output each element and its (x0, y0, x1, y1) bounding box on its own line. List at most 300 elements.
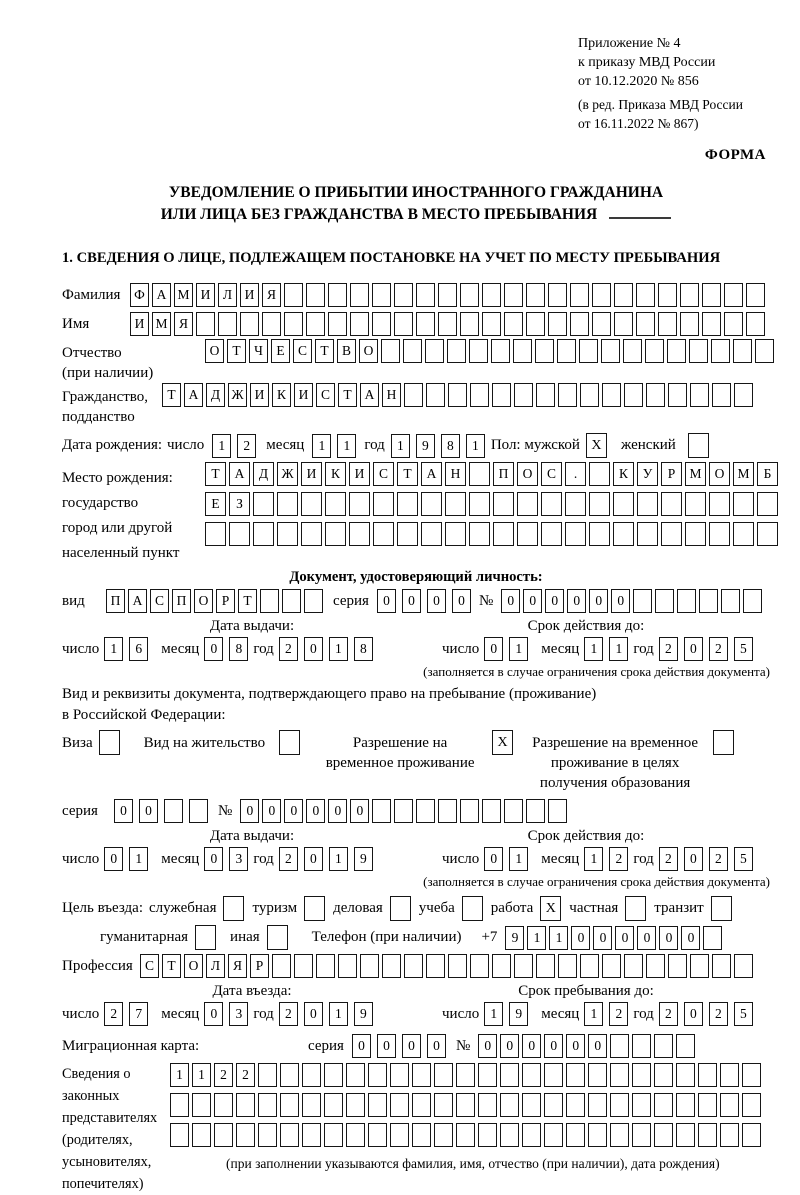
char-cell[interactable] (240, 312, 259, 336)
char-cell[interactable]: 9 (354, 847, 373, 871)
char-cell[interactable] (403, 339, 422, 363)
char-cell[interactable] (614, 283, 633, 307)
char-cell[interactable]: П (106, 589, 125, 613)
char-cell[interactable] (676, 1063, 695, 1087)
char-cell[interactable]: А (128, 589, 147, 613)
char-cell[interactable]: 1 (192, 1063, 211, 1087)
char-cell[interactable]: 2 (709, 1002, 728, 1026)
char-cell[interactable] (623, 339, 642, 363)
char-cell[interactable] (517, 492, 538, 516)
char-cell[interactable]: О (359, 339, 378, 363)
char-cell[interactable]: 2 (709, 637, 728, 661)
char-cell[interactable]: 0 (484, 637, 503, 661)
char-cell[interactable]: 0 (104, 847, 123, 871)
char-cell[interactable]: 1 (527, 926, 546, 950)
char-cell[interactable] (397, 492, 418, 516)
char-cell[interactable] (614, 312, 633, 336)
char-cell[interactable] (690, 383, 709, 407)
purpose-private-checkbox[interactable] (625, 896, 646, 921)
char-cell[interactable]: 0 (402, 589, 421, 613)
char-cell[interactable]: К (325, 462, 346, 486)
char-cell[interactable]: 0 (304, 1002, 323, 1026)
char-cell[interactable] (302, 1093, 321, 1117)
char-cell[interactable] (667, 339, 686, 363)
char-cell[interactable] (544, 1093, 563, 1117)
char-cell[interactable] (262, 312, 281, 336)
char-cell[interactable] (214, 1093, 233, 1117)
purpose-other-checkbox[interactable] (267, 925, 288, 950)
char-cell[interactable] (492, 383, 511, 407)
char-cell[interactable] (470, 954, 489, 978)
char-cell[interactable] (214, 1123, 233, 1147)
char-cell[interactable] (522, 1093, 541, 1117)
char-cell[interactable]: Р (216, 589, 235, 613)
char-cell[interactable] (680, 283, 699, 307)
char-cell[interactable]: В (337, 339, 356, 363)
char-cell[interactable]: Я (174, 312, 193, 336)
char-cell[interactable]: Т (315, 339, 334, 363)
char-cell[interactable]: К (272, 383, 291, 407)
char-cell[interactable]: 0 (377, 1034, 396, 1058)
char-cell[interactable] (397, 522, 418, 546)
char-cell[interactable] (579, 339, 598, 363)
char-cell[interactable]: 8 (229, 637, 248, 661)
char-cell[interactable] (711, 339, 730, 363)
char-cell[interactable] (610, 1123, 629, 1147)
char-cell[interactable] (280, 1093, 299, 1117)
char-cell[interactable]: М (152, 312, 171, 336)
char-cell[interactable] (654, 1063, 673, 1087)
char-cell[interactable] (469, 462, 490, 486)
char-cell[interactable] (277, 492, 298, 516)
char-cell[interactable]: 0 (523, 589, 542, 613)
char-cell[interactable]: 0 (350, 799, 369, 823)
char-cell[interactable] (541, 522, 562, 546)
sex-male-checkbox[interactable]: X (586, 433, 607, 458)
char-cell[interactable] (316, 954, 335, 978)
char-cell[interactable]: 1 (584, 637, 603, 661)
char-cell[interactable] (676, 1123, 695, 1147)
char-cell[interactable] (412, 1123, 431, 1147)
char-cell[interactable]: 0 (567, 589, 586, 613)
char-cell[interactable] (645, 339, 664, 363)
char-cell[interactable] (588, 1063, 607, 1087)
char-cell[interactable] (637, 492, 658, 516)
char-cell[interactable] (632, 1063, 651, 1087)
char-cell[interactable]: 0 (204, 847, 223, 871)
char-cell[interactable] (448, 954, 467, 978)
char-cell[interactable]: Л (218, 283, 237, 307)
char-cell[interactable] (557, 339, 576, 363)
char-cell[interactable] (721, 589, 740, 613)
char-cell[interactable] (610, 1093, 629, 1117)
char-cell[interactable] (655, 589, 674, 613)
char-cell[interactable]: О (184, 954, 203, 978)
char-cell[interactable]: Д (253, 462, 274, 486)
char-cell[interactable] (698, 1123, 717, 1147)
char-cell[interactable] (306, 283, 325, 307)
char-cell[interactable] (548, 312, 567, 336)
char-cell[interactable] (390, 1093, 409, 1117)
char-cell[interactable]: С (373, 462, 394, 486)
char-cell[interactable]: 2 (104, 1002, 123, 1026)
char-cell[interactable] (734, 383, 753, 407)
char-cell[interactable]: 1 (329, 1002, 348, 1026)
char-cell[interactable]: М (174, 283, 193, 307)
char-cell[interactable] (624, 383, 643, 407)
char-cell[interactable] (368, 1063, 387, 1087)
char-cell[interactable] (588, 1093, 607, 1117)
char-cell[interactable]: 2 (279, 847, 298, 871)
char-cell[interactable]: 1 (170, 1063, 189, 1087)
char-cell[interactable] (434, 1093, 453, 1117)
char-cell[interactable]: И (196, 283, 215, 307)
char-cell[interactable]: 0 (114, 799, 133, 823)
char-cell[interactable] (381, 339, 400, 363)
char-cell[interactable] (469, 492, 490, 516)
char-cell[interactable] (170, 1093, 189, 1117)
purpose-work-checkbox[interactable]: X (540, 896, 561, 921)
char-cell[interactable] (260, 589, 279, 613)
char-cell[interactable] (306, 312, 325, 336)
char-cell[interactable]: Р (250, 954, 269, 978)
char-cell[interactable] (565, 522, 586, 546)
char-cell[interactable] (425, 339, 444, 363)
char-cell[interactable] (654, 1123, 673, 1147)
char-cell[interactable] (601, 339, 620, 363)
char-cell[interactable] (685, 492, 706, 516)
char-cell[interactable] (733, 339, 752, 363)
char-cell[interactable]: М (685, 462, 706, 486)
char-cell[interactable] (565, 492, 586, 516)
char-cell[interactable] (478, 1063, 497, 1087)
char-cell[interactable]: 0 (684, 847, 703, 871)
char-cell[interactable]: А (229, 462, 250, 486)
char-cell[interactable]: 0 (240, 799, 259, 823)
temp-residence-checkbox[interactable]: X (492, 730, 513, 755)
char-cell[interactable] (636, 283, 655, 307)
char-cell[interactable] (368, 1093, 387, 1117)
edu-residence-checkbox[interactable] (713, 730, 734, 755)
char-cell[interactable]: О (517, 462, 538, 486)
char-cell[interactable] (470, 383, 489, 407)
char-cell[interactable] (624, 954, 643, 978)
char-cell[interactable]: И (240, 283, 259, 307)
char-cell[interactable]: 0 (593, 926, 612, 950)
char-cell[interactable] (324, 1093, 343, 1117)
char-cell[interactable]: 0 (427, 1034, 446, 1058)
char-cell[interactable] (588, 1123, 607, 1147)
char-cell[interactable] (460, 312, 479, 336)
char-cell[interactable] (192, 1093, 211, 1117)
char-cell[interactable]: 9 (416, 434, 435, 458)
char-cell[interactable] (284, 283, 303, 307)
char-cell[interactable]: 0 (566, 1034, 585, 1058)
char-cell[interactable] (712, 383, 731, 407)
char-cell[interactable]: 0 (588, 1034, 607, 1058)
char-cell[interactable]: 1 (609, 637, 628, 661)
char-cell[interactable]: Е (205, 492, 226, 516)
char-cell[interactable]: Ж (277, 462, 298, 486)
char-cell[interactable] (712, 954, 731, 978)
char-cell[interactable] (580, 383, 599, 407)
char-cell[interactable] (566, 1123, 585, 1147)
char-cell[interactable] (709, 492, 730, 516)
char-cell[interactable] (544, 1063, 563, 1087)
char-cell[interactable]: 1 (337, 434, 356, 458)
char-cell[interactable] (610, 1034, 629, 1058)
char-cell[interactable]: А (360, 383, 379, 407)
char-cell[interactable] (513, 339, 532, 363)
char-cell[interactable] (661, 522, 682, 546)
char-cell[interactable] (445, 492, 466, 516)
char-cell[interactable]: 2 (279, 1002, 298, 1026)
char-cell[interactable] (390, 1123, 409, 1147)
char-cell[interactable]: 0 (304, 847, 323, 871)
char-cell[interactable] (456, 1123, 475, 1147)
char-cell[interactable]: 0 (352, 1034, 371, 1058)
char-cell[interactable] (258, 1063, 277, 1087)
char-cell[interactable] (325, 492, 346, 516)
char-cell[interactable]: Ж (228, 383, 247, 407)
char-cell[interactable] (394, 283, 413, 307)
char-cell[interactable] (448, 383, 467, 407)
purpose-transit-checkbox[interactable] (711, 896, 732, 921)
char-cell[interactable] (646, 954, 665, 978)
char-cell[interactable] (709, 522, 730, 546)
char-cell[interactable]: Ч (249, 339, 268, 363)
char-cell[interactable] (328, 283, 347, 307)
char-cell[interactable] (438, 799, 457, 823)
char-cell[interactable]: 1 (312, 434, 331, 458)
char-cell[interactable]: Д (206, 383, 225, 407)
char-cell[interactable] (253, 522, 274, 546)
purpose-official-checkbox[interactable] (223, 896, 244, 921)
char-cell[interactable] (613, 522, 634, 546)
char-cell[interactable]: 0 (684, 1002, 703, 1026)
char-cell[interactable] (325, 522, 346, 546)
char-cell[interactable] (544, 1123, 563, 1147)
purpose-humanitarian-checkbox[interactable] (195, 925, 216, 950)
char-cell[interactable] (570, 312, 589, 336)
char-cell[interactable]: Б (757, 462, 778, 486)
char-cell[interactable]: 0 (204, 637, 223, 661)
char-cell[interactable] (493, 492, 514, 516)
char-cell[interactable] (676, 1093, 695, 1117)
char-cell[interactable]: Т (162, 954, 181, 978)
char-cell[interactable] (514, 954, 533, 978)
char-cell[interactable] (689, 339, 708, 363)
char-cell[interactable] (504, 312, 523, 336)
char-cell[interactable] (412, 1063, 431, 1087)
char-cell[interactable] (536, 954, 555, 978)
char-cell[interactable]: 0 (500, 1034, 519, 1058)
char-cell[interactable] (646, 383, 665, 407)
char-cell[interactable]: 2 (214, 1063, 233, 1087)
char-cell[interactable] (294, 954, 313, 978)
char-cell[interactable] (360, 954, 379, 978)
char-cell[interactable] (690, 954, 709, 978)
char-cell[interactable] (589, 462, 610, 486)
char-cell[interactable] (253, 492, 274, 516)
char-cell[interactable] (434, 1063, 453, 1087)
char-cell[interactable] (280, 1123, 299, 1147)
char-cell[interactable]: И (301, 462, 322, 486)
char-cell[interactable]: Т (238, 589, 257, 613)
char-cell[interactable] (580, 954, 599, 978)
char-cell[interactable] (636, 312, 655, 336)
char-cell[interactable]: 1 (509, 847, 528, 871)
char-cell[interactable] (482, 312, 501, 336)
char-cell[interactable] (733, 492, 754, 516)
char-cell[interactable]: 2 (659, 637, 678, 661)
char-cell[interactable] (272, 954, 291, 978)
char-cell[interactable] (189, 799, 208, 823)
char-cell[interactable] (373, 522, 394, 546)
char-cell[interactable] (492, 954, 511, 978)
char-cell[interactable] (478, 1093, 497, 1117)
char-cell[interactable] (658, 283, 677, 307)
char-cell[interactable] (720, 1123, 739, 1147)
char-cell[interactable] (324, 1063, 343, 1087)
char-cell[interactable] (368, 1123, 387, 1147)
char-cell[interactable] (350, 312, 369, 336)
char-cell[interactable] (500, 1093, 519, 1117)
char-cell[interactable] (416, 312, 435, 336)
char-cell[interactable]: 0 (452, 589, 471, 613)
char-cell[interactable] (346, 1063, 365, 1087)
char-cell[interactable] (500, 1063, 519, 1087)
char-cell[interactable]: М (733, 462, 754, 486)
char-cell[interactable] (514, 383, 533, 407)
char-cell[interactable] (654, 1034, 673, 1058)
char-cell[interactable] (654, 1093, 673, 1117)
char-cell[interactable] (301, 492, 322, 516)
char-cell[interactable]: 0 (204, 1002, 223, 1026)
char-cell[interactable]: О (205, 339, 224, 363)
char-cell[interactable]: Я (262, 283, 281, 307)
char-cell[interactable] (677, 589, 696, 613)
char-cell[interactable] (478, 1123, 497, 1147)
char-cell[interactable] (421, 522, 442, 546)
char-cell[interactable] (734, 954, 753, 978)
purpose-business-checkbox[interactable] (390, 896, 411, 921)
char-cell[interactable] (456, 1093, 475, 1117)
char-cell[interactable]: Н (382, 383, 401, 407)
char-cell[interactable] (164, 799, 183, 823)
char-cell[interactable] (566, 1093, 585, 1117)
char-cell[interactable] (460, 283, 479, 307)
char-cell[interactable] (592, 283, 611, 307)
char-cell[interactable] (757, 492, 778, 516)
char-cell[interactable]: 0 (544, 1034, 563, 1058)
char-cell[interactable] (720, 1093, 739, 1117)
char-cell[interactable]: 9 (509, 1002, 528, 1026)
char-cell[interactable] (301, 522, 322, 546)
char-cell[interactable] (404, 954, 423, 978)
char-cell[interactable] (685, 522, 706, 546)
char-cell[interactable] (205, 522, 226, 546)
char-cell[interactable]: 0 (284, 799, 303, 823)
char-cell[interactable] (447, 339, 466, 363)
char-cell[interactable] (632, 1034, 651, 1058)
char-cell[interactable] (526, 283, 545, 307)
char-cell[interactable] (346, 1123, 365, 1147)
char-cell[interactable]: 0 (262, 799, 281, 823)
char-cell[interactable]: 2 (659, 1002, 678, 1026)
char-cell[interactable]: 0 (427, 589, 446, 613)
char-cell[interactable]: А (152, 283, 171, 307)
char-cell[interactable]: 2 (279, 637, 298, 661)
char-cell[interactable] (755, 339, 774, 363)
char-cell[interactable]: Т (397, 462, 418, 486)
char-cell[interactable]: 8 (441, 434, 460, 458)
char-cell[interactable] (668, 954, 687, 978)
char-cell[interactable]: 5 (734, 1002, 753, 1026)
char-cell[interactable] (346, 1093, 365, 1117)
char-cell[interactable]: 2 (237, 434, 256, 458)
char-cell[interactable] (236, 1093, 255, 1117)
char-cell[interactable] (438, 312, 457, 336)
char-cell[interactable] (742, 1123, 761, 1147)
char-cell[interactable] (570, 283, 589, 307)
char-cell[interactable]: А (184, 383, 203, 407)
char-cell[interactable] (277, 522, 298, 546)
char-cell[interactable] (632, 1093, 651, 1117)
char-cell[interactable] (613, 492, 634, 516)
char-cell[interactable]: 2 (609, 1002, 628, 1026)
char-cell[interactable]: 2 (659, 847, 678, 871)
char-cell[interactable] (192, 1123, 211, 1147)
char-cell[interactable] (426, 954, 445, 978)
char-cell[interactable] (493, 522, 514, 546)
char-cell[interactable]: 1 (549, 926, 568, 950)
char-cell[interactable] (236, 1123, 255, 1147)
char-cell[interactable] (258, 1123, 277, 1147)
char-cell[interactable] (742, 1063, 761, 1087)
char-cell[interactable] (676, 1034, 695, 1058)
char-cell[interactable] (469, 522, 490, 546)
char-cell[interactable] (522, 1063, 541, 1087)
char-cell[interactable]: Е (271, 339, 290, 363)
char-cell[interactable]: А (421, 462, 442, 486)
char-cell[interactable]: 1 (329, 637, 348, 661)
char-cell[interactable] (382, 954, 401, 978)
visa-checkbox[interactable] (99, 730, 120, 755)
char-cell[interactable]: С (541, 462, 562, 486)
char-cell[interactable] (504, 283, 523, 307)
char-cell[interactable]: Н (445, 462, 466, 486)
char-cell[interactable] (416, 799, 435, 823)
char-cell[interactable]: О (709, 462, 730, 486)
char-cell[interactable]: 6 (129, 637, 148, 661)
char-cell[interactable] (658, 312, 677, 336)
char-cell[interactable]: И (130, 312, 149, 336)
char-cell[interactable] (517, 522, 538, 546)
sex-female-checkbox[interactable] (688, 433, 709, 458)
char-cell[interactable] (302, 1123, 321, 1147)
char-cell[interactable]: 0 (328, 799, 347, 823)
char-cell[interactable] (284, 312, 303, 336)
char-cell[interactable]: 8 (354, 637, 373, 661)
char-cell[interactable]: 1 (509, 637, 528, 661)
char-cell[interactable]: 1 (212, 434, 231, 458)
char-cell[interactable]: 5 (734, 847, 753, 871)
purpose-study-checkbox[interactable] (462, 896, 483, 921)
char-cell[interactable]: 0 (377, 589, 396, 613)
char-cell[interactable]: 0 (659, 926, 678, 950)
char-cell[interactable] (698, 1063, 717, 1087)
